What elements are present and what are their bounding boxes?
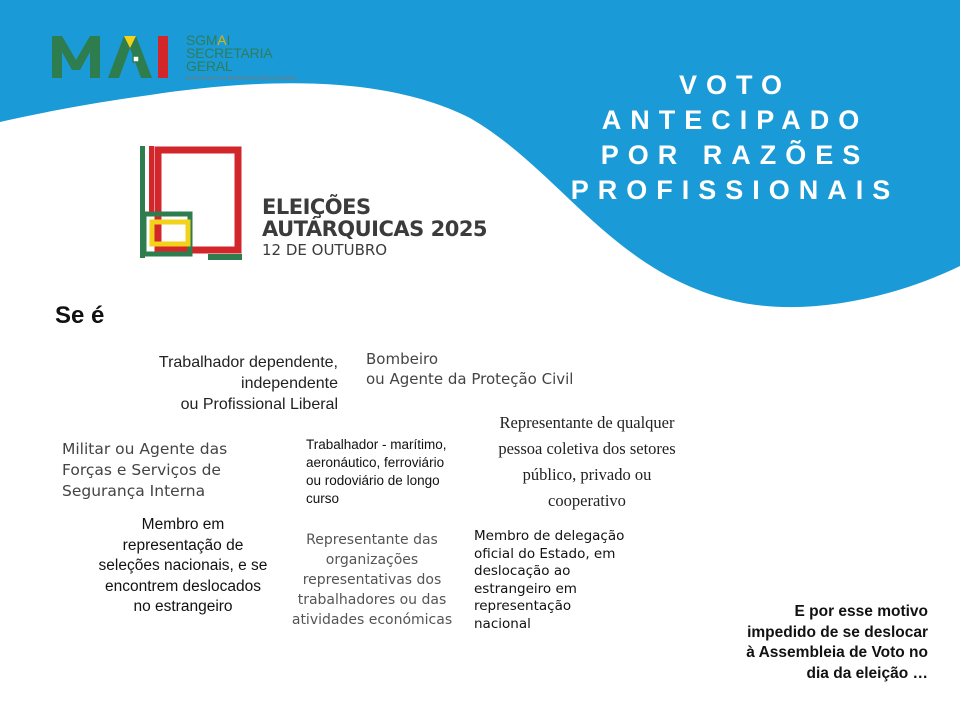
title-line: ANTECIPADO — [601, 105, 869, 135]
item-line: independente — [241, 375, 338, 392]
conclusion-line: dia da eleição … — [806, 664, 928, 682]
item-line: Segurança Interna — [62, 482, 206, 500]
elections-text — [262, 196, 487, 260]
item-line: Representante de qualquer — [499, 413, 675, 432]
item-representative-collective — [480, 410, 694, 514]
organization-name — [186, 34, 296, 82]
org-line-geral: GERAL — [186, 58, 233, 74]
intro-heading: Se é — [55, 302, 105, 329]
item-line: aeronáutico, ferroviário — [306, 455, 445, 470]
item-line: oficial do Estado, em — [474, 545, 616, 562]
item-line: organizações — [325, 552, 419, 568]
item-line: representação de — [122, 536, 244, 554]
item-line: atividades económicas — [291, 612, 453, 628]
item-line: público, privado ou — [522, 465, 652, 484]
org-acronym-prefix: SGM — [186, 32, 218, 48]
item-line: representação — [474, 598, 572, 614]
item-line: nacional — [474, 615, 531, 632]
item-line: Trabalhador dependente, — [158, 354, 338, 371]
item-line: ou rodoviário de longo — [306, 473, 440, 488]
item-line: Membro em — [141, 516, 225, 533]
item-line: curso — [306, 491, 340, 506]
item-line: ou Agente da Proteção Civil — [366, 370, 574, 388]
page-title — [560, 68, 910, 208]
elections-logo — [138, 142, 250, 269]
item-military — [62, 439, 312, 502]
item-line: Representante das — [306, 532, 438, 548]
item-national-selection — [78, 515, 288, 618]
item-worker — [120, 352, 338, 415]
org-acronym-suffix: I — [226, 32, 231, 48]
item-workers-org-representative — [284, 530, 460, 630]
item-firefighter — [366, 349, 606, 389]
item-line: trabalhadores ou das — [297, 592, 447, 608]
item-line: pessoa coletiva dos setores — [498, 439, 676, 458]
item-line: ou Profissional Liberal — [180, 396, 338, 413]
title-line: VOTO — [678, 70, 792, 100]
conclusion-line: E por esse motivo — [794, 603, 928, 620]
conclusion-text — [698, 602, 928, 684]
item-line: no estrangeiro — [133, 598, 233, 615]
item-line: encontrem deslocados — [105, 577, 261, 595]
title-line: POR RAZÕES — [600, 140, 870, 170]
item-line: Militar ou Agente das — [62, 440, 228, 458]
item-line: seleções nacionais, e se — [98, 557, 268, 574]
org-subline: MINISTÉRIO DA ADMINISTRAÇÃO INTERNA — [186, 76, 297, 82]
title-line: PROFISSIONAIS — [570, 175, 900, 205]
mai-logo — [50, 30, 182, 87]
org-acronym-highlight: A — [217, 32, 227, 48]
item-line: Trabalhador - marítimo, — [306, 437, 447, 452]
conclusion-line: à Assembleia de Voto no — [746, 644, 928, 661]
elections-date: 12 DE OUTUBRO — [262, 241, 388, 259]
item-line: Forças e Serviços de — [62, 461, 221, 479]
item-transport-worker — [306, 436, 476, 508]
item-line: cooperativo — [548, 491, 626, 510]
item-line: representativas dos — [302, 572, 442, 588]
item-line: deslocação ao — [474, 563, 571, 579]
item-line: Membro de delegação — [474, 528, 625, 544]
item-line: Bombeiro — [366, 350, 439, 368]
elections-subtitle: AUTÁRQUICAS 2025 — [262, 217, 488, 241]
org-line-secretaria: SECRETARIA — [186, 45, 273, 61]
elections-title: ELEIÇÕES — [262, 195, 371, 219]
conclusion-line: impedido de se deslocar — [747, 623, 928, 641]
item-state-delegation — [474, 528, 644, 633]
item-line: estrangeiro em — [474, 580, 577, 597]
